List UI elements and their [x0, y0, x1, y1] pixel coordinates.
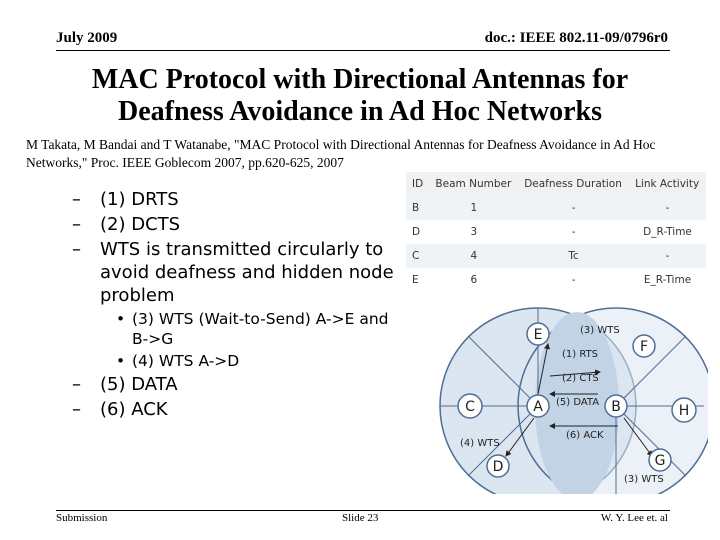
label-wts3-top: (3) WTS [580, 325, 620, 336]
cell-deafness: - [518, 196, 629, 220]
bullet-text: (1) DRTS [100, 189, 179, 210]
bullet-text: (5) DATA [100, 374, 178, 395]
header-doc-id: doc.: IEEE 802.11-09/0796r0 [484, 30, 668, 46]
table-row [406, 196, 706, 220]
cell-link: D_R-Time [629, 220, 706, 244]
cell-link: - [629, 244, 706, 268]
slide-title [40, 64, 680, 128]
bullet-item [72, 188, 402, 211]
header-divider [56, 50, 670, 51]
node-h-label: H [678, 403, 690, 419]
title-line-1: MAC Protocol with Directional Antennas for [91, 64, 629, 95]
cell-beam: 1 [429, 196, 518, 220]
node-a-label: A [533, 399, 543, 415]
label-cts: (2) CTS [562, 373, 599, 384]
cell-deafness: - [518, 220, 629, 244]
cell-beam: 4 [429, 244, 518, 268]
cell-beam: 3 [429, 220, 518, 244]
node-e-label: E [533, 327, 543, 343]
network-diagram [438, 298, 708, 494]
cell-id: B [406, 196, 429, 220]
bullet-item [72, 373, 402, 396]
node-f-label: F [639, 339, 649, 355]
table-row [406, 268, 706, 292]
node-b-label: B [611, 399, 621, 415]
dash-marker: – [72, 214, 81, 235]
reference-citation: M Takata, M Bandai and T Watanabe, "MAC Protocol with Directional Antennas for Deafness Avoidance in Ad Hoc Networks," Proc. IEEE Goblecom 2007, pp.620-625, 2007 [26, 137, 656, 170]
dash-marker: – [72, 239, 81, 260]
footer-submission: Submission [56, 512, 108, 524]
footer-divider [56, 510, 670, 511]
dash-marker: – [72, 189, 81, 210]
cell-link: - [629, 196, 706, 220]
sub-bullet-item [72, 351, 402, 371]
label-data: (5) DATA [556, 397, 600, 408]
bullet-item [72, 238, 402, 307]
node-d-label: D [492, 459, 504, 475]
bullet-item [72, 398, 402, 421]
header-date: July 2009 [56, 30, 118, 46]
label-rts: (1) RTS [562, 349, 599, 360]
bullet-item [72, 213, 402, 236]
table-header-row [406, 172, 706, 196]
label-wts3-bottom: (3) WTS [624, 474, 664, 485]
cell-deafness: - [518, 268, 629, 292]
column-header-deafness: Deafness Duration [518, 172, 629, 196]
bullet-list [72, 188, 402, 423]
label-ack: (6) ACK [566, 430, 604, 441]
dot-marker: • [116, 352, 126, 370]
bullet-text: (6) ACK [100, 399, 168, 420]
table-row [406, 220, 706, 244]
bullet-text: (2) DCTS [100, 214, 181, 235]
column-header-link: Link Activity [629, 172, 706, 196]
footer-authors: W. Y. Lee et. al [600, 512, 668, 524]
cell-id: D [406, 220, 429, 244]
sub-bullet-item [72, 309, 402, 349]
beam-table [406, 172, 706, 292]
node-g-label: G [654, 453, 666, 469]
sub-bullet-text: (4) WTS A->D [132, 352, 240, 370]
footer-slide-number: Slide 23 [342, 512, 379, 524]
column-header-beam: Beam Number [429, 172, 518, 196]
table-row [406, 244, 706, 268]
dash-marker: – [72, 374, 81, 395]
node-c-label: C [465, 399, 475, 415]
cell-deafness: Tc [518, 244, 629, 268]
column-header-id: ID [406, 172, 429, 196]
cell-beam: 6 [429, 268, 518, 292]
title-line-2: Deafness Avoidance in Ad Hoc Networks [117, 96, 603, 127]
dot-marker: • [116, 310, 126, 328]
cell-id: C [406, 244, 429, 268]
cell-link: E_R-Time [629, 268, 706, 292]
sub-bullet-text: (3) WTS (Wait-to-Send) A->E and B->G [132, 310, 389, 348]
dash-marker: – [72, 399, 81, 420]
cell-id: E [406, 268, 429, 292]
bullet-text: WTS is transmitted circularly to avoid deafness and hidden node problem [100, 239, 394, 306]
label-wts4: (4) WTS [460, 438, 500, 449]
